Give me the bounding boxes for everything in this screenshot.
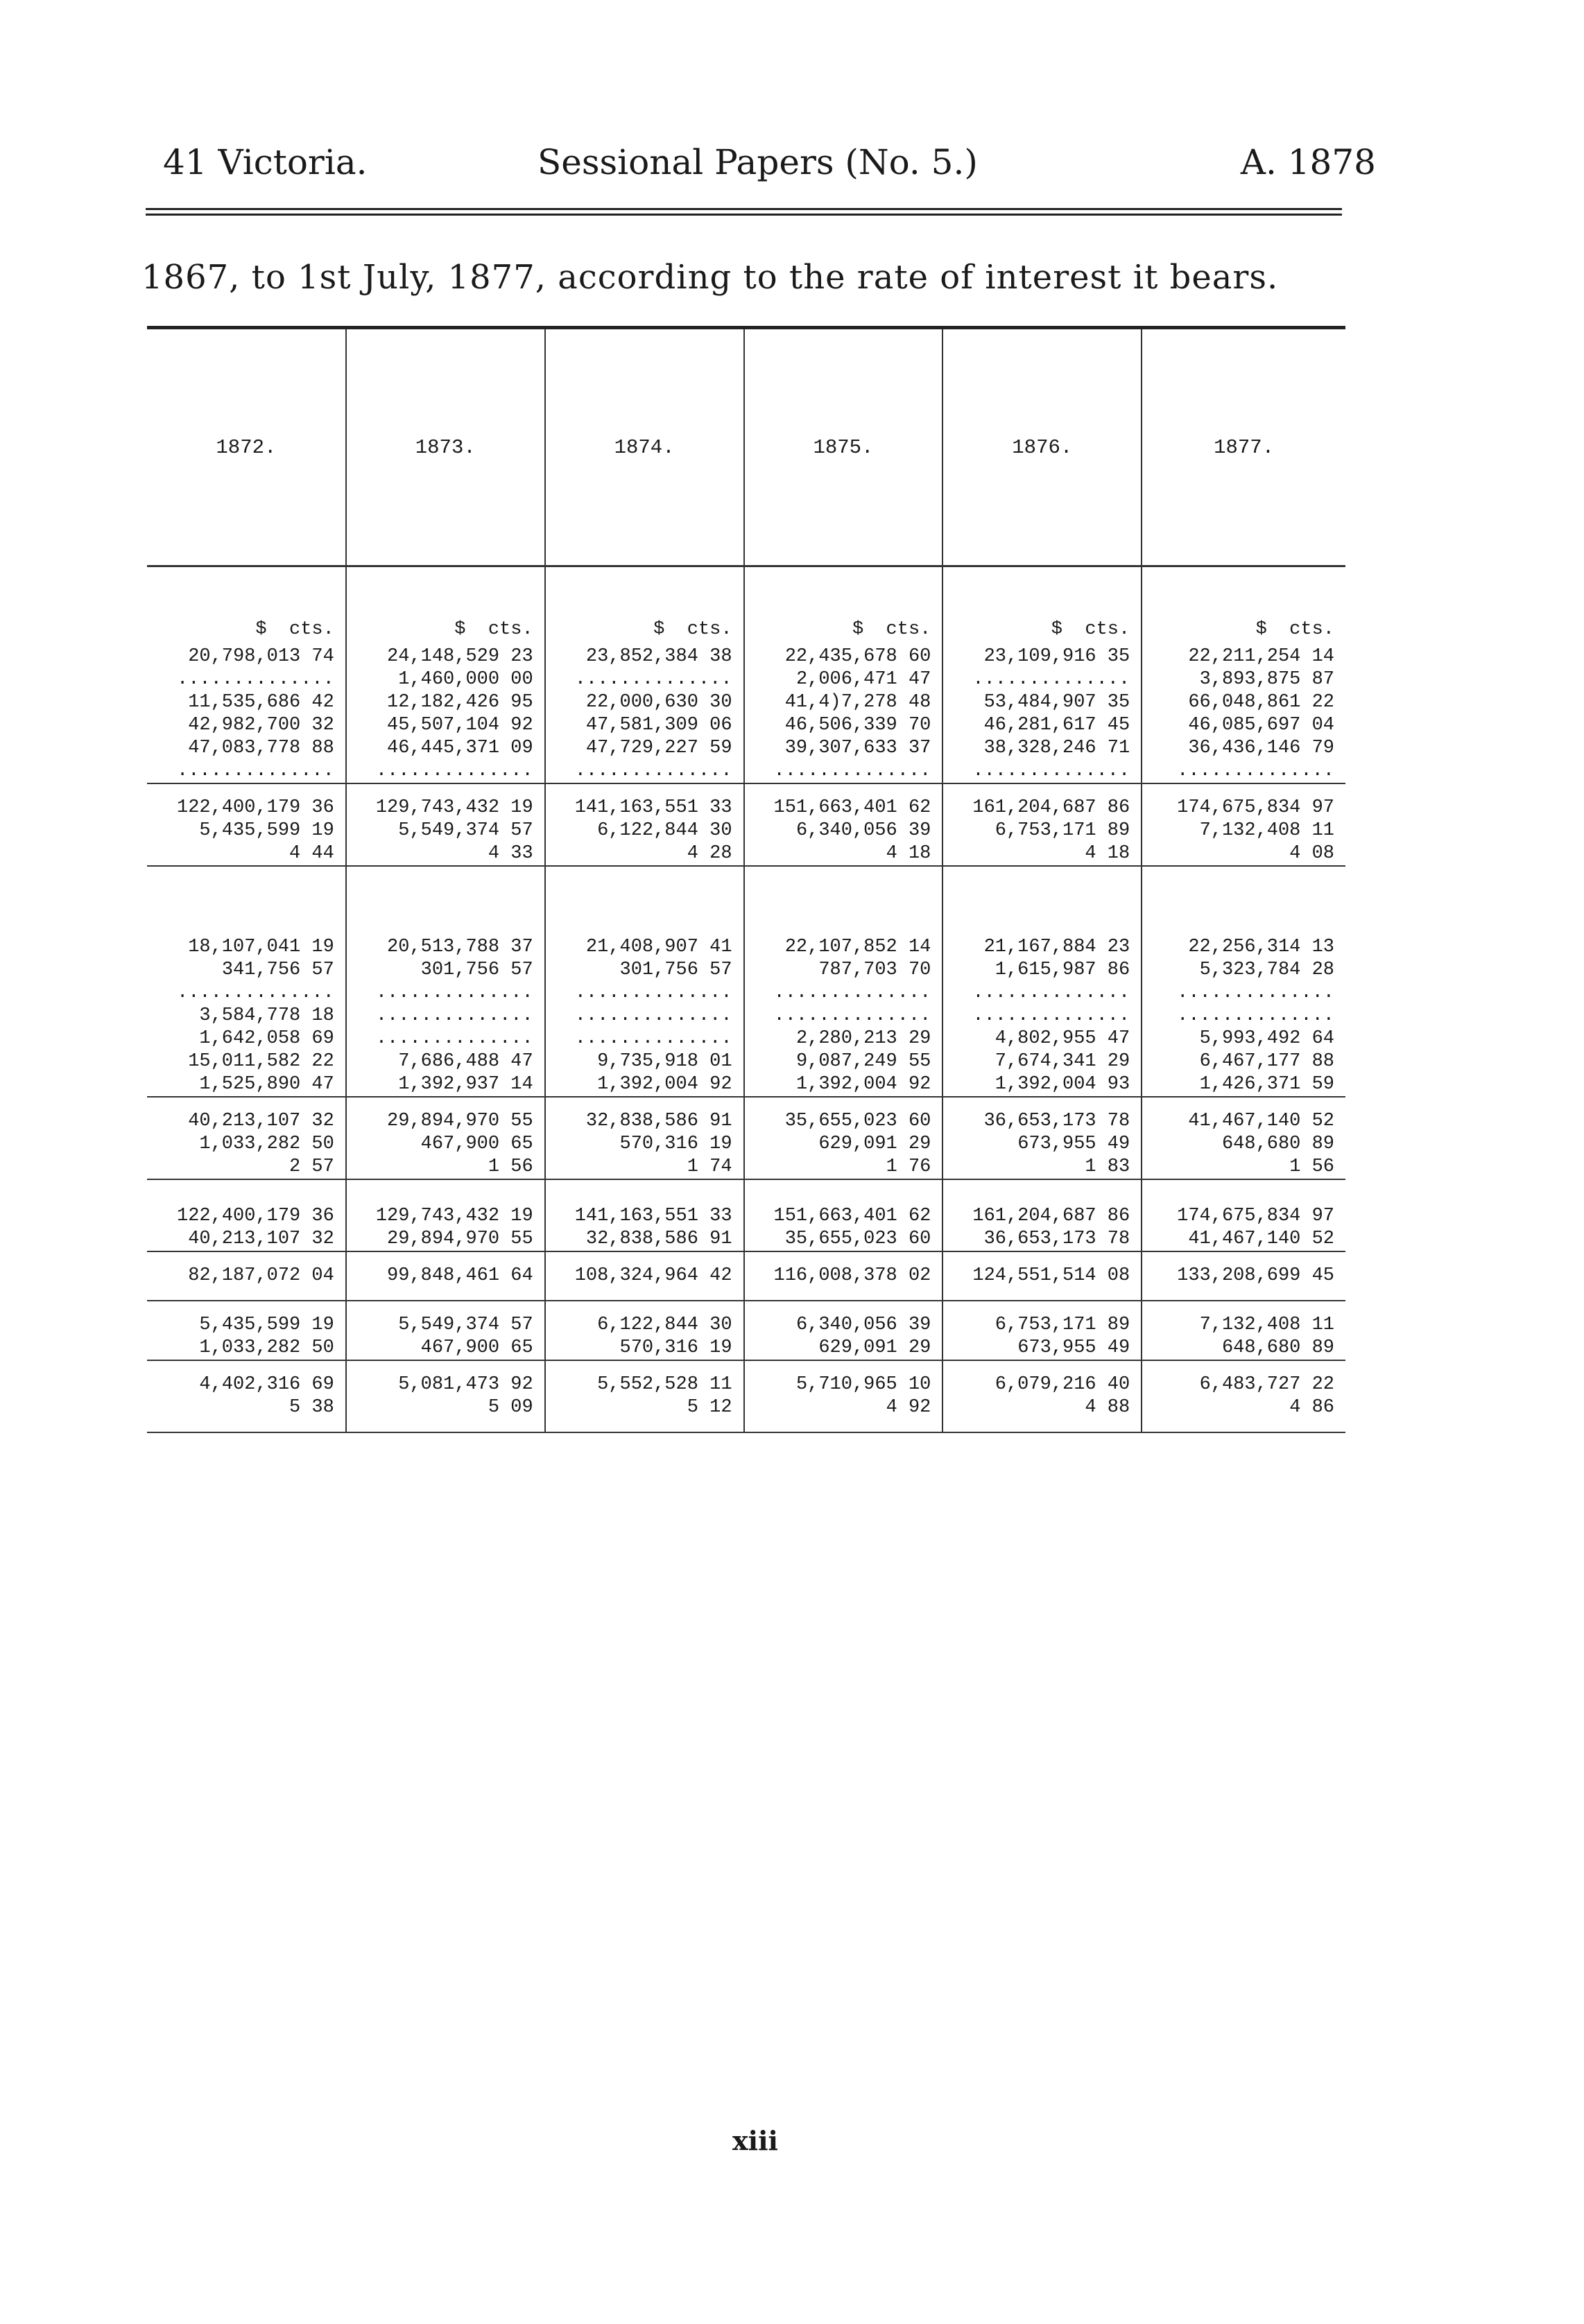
table-row xyxy=(147,737,1345,760)
table-cell xyxy=(942,1251,1142,1265)
table-cell: 673,955 49 xyxy=(942,1337,1142,1360)
table-cell xyxy=(346,1360,545,1373)
table-cell: 47,729,227 59 xyxy=(545,737,744,760)
table-cell: 2,006,471 47 xyxy=(744,668,943,691)
table-cell: 467,900 65 xyxy=(346,1133,545,1156)
table-cell: 1,392,004 92 xyxy=(744,1073,943,1096)
spacer-row xyxy=(147,1179,1345,1193)
table-cell xyxy=(545,783,744,797)
table-subtitle: 1867, to 1st July, 1877, according to the rate of interest it bears. xyxy=(141,258,1279,297)
table-cell: 129,743,432 19 xyxy=(346,1205,545,1228)
table-cell: 5,549,374 57 xyxy=(346,820,545,842)
table-cell: .............. xyxy=(545,982,744,1005)
table-cell: 35,655,023 60 xyxy=(744,1110,943,1133)
table-cell xyxy=(1142,1301,1345,1314)
table-cell: 133,208,699 45 xyxy=(1177,1265,1334,1286)
table-cell: .............. xyxy=(545,1005,744,1027)
table-cell xyxy=(942,1097,1142,1110)
table-cell: 24,148,529 23 xyxy=(346,645,545,668)
table-cell: $ cts. xyxy=(744,566,943,646)
page-number: xiii xyxy=(732,2125,778,2156)
table-cell: 5,323,784 28 xyxy=(1199,960,1334,980)
table-cell: 29,894,970 55 xyxy=(346,1110,545,1133)
table-cell: 161,204,687 86 xyxy=(942,1205,1142,1228)
table-cell xyxy=(346,866,545,936)
table-cell xyxy=(1142,1179,1345,1193)
table-cell xyxy=(147,866,346,936)
table-cell: 570,316 19 xyxy=(545,1337,744,1360)
table-row xyxy=(147,1133,1345,1156)
table-cell xyxy=(346,1301,545,1314)
table-cell: 301,756 57 xyxy=(346,959,545,982)
table-cell xyxy=(1142,1097,1345,1110)
table-cell: $ cts. xyxy=(1255,619,1334,640)
table-cell xyxy=(942,1179,1142,1193)
table-cell: 129,743,432 19 xyxy=(346,797,545,820)
table-cell: 151,663,401 62 xyxy=(744,1205,943,1228)
table-cell: 32,838,586 91 xyxy=(545,1110,744,1133)
table-cell xyxy=(744,1287,943,1300)
table-cell xyxy=(147,1360,346,1373)
table-cell: 46,281,617 45 xyxy=(942,714,1142,737)
table-cell: 5,081,473 92 xyxy=(346,1373,545,1396)
table-cell: 174,675,834 97 xyxy=(1177,1206,1334,1226)
spacer-row xyxy=(147,866,1345,936)
table-cell: 122,400,179 36 xyxy=(147,1205,346,1228)
table-cell: 467,900 65 xyxy=(346,1337,545,1360)
table-cell: 1,392,937 14 xyxy=(346,1073,545,1096)
table-cell: 570,316 19 xyxy=(545,1133,744,1156)
table-cell: 4,802,955 47 xyxy=(942,1027,1142,1050)
table-cell: .............. xyxy=(147,668,346,691)
table-cell: 5,552,528 11 xyxy=(545,1373,744,1396)
table-cell: 1,615,987 86 xyxy=(942,959,1142,982)
table-cell xyxy=(147,1193,346,1205)
table-cell: 21,408,907 41 xyxy=(545,936,744,959)
debt-table-body xyxy=(147,329,1345,1432)
running-head-center: Sessional Papers (No. 5.) xyxy=(537,142,978,182)
table-cell: 6,079,216 40 xyxy=(942,1373,1142,1396)
table-cell xyxy=(942,783,1142,797)
table-row xyxy=(147,959,1345,982)
table-cell xyxy=(1142,1419,1345,1432)
table-row xyxy=(147,797,1345,820)
table-cell xyxy=(942,1360,1142,1373)
table-cell xyxy=(1142,783,1345,797)
table-cell: 1,642,058 69 xyxy=(147,1027,346,1050)
table-cell: .............. xyxy=(942,668,1142,691)
table-row xyxy=(147,1156,1345,1179)
table-cell: 1,426,371 59 xyxy=(1199,1074,1334,1095)
table-cell xyxy=(147,1251,346,1265)
table-cell: 32,838,586 91 xyxy=(545,1228,744,1251)
table-cell: 3,584,778 18 xyxy=(147,1005,346,1027)
table-cell: 5,710,965 10 xyxy=(744,1373,943,1396)
table-cell: 648,680 89 xyxy=(1221,1134,1334,1154)
table-cell xyxy=(346,1097,545,1110)
table-cell: .............. xyxy=(545,668,744,691)
table-row xyxy=(147,1396,1345,1419)
table-cell xyxy=(545,866,744,936)
table-cell: 5,435,599 19 xyxy=(147,820,346,842)
table-cell xyxy=(346,1287,545,1300)
table-cell: .............. xyxy=(1177,982,1334,1003)
table-cell: 40,213,107 32 xyxy=(147,1110,346,1133)
table-cell: 36,653,173 78 xyxy=(942,1110,1142,1133)
table-cell: 39,307,633 37 xyxy=(744,737,943,760)
table-cell xyxy=(147,1097,346,1110)
table-cell: 4 28 xyxy=(545,842,744,865)
table-cell: 4 18 xyxy=(744,842,943,865)
table-cell xyxy=(346,783,545,797)
table-row xyxy=(147,1228,1345,1251)
header-rule-2 xyxy=(146,214,1342,216)
table-row xyxy=(147,1027,1345,1050)
table-cell: 4 92 xyxy=(744,1396,943,1419)
table-cell: 9,087,249 55 xyxy=(744,1050,943,1073)
table-cell: 20,513,788 37 xyxy=(346,936,545,959)
table-cell: 4 86 xyxy=(1289,1397,1334,1418)
table-cell: .............. xyxy=(744,760,943,783)
table-cell: 23,852,384 38 xyxy=(545,645,744,668)
table-cell: 4 88 xyxy=(942,1396,1142,1419)
table-cell: 20,798,013 74 xyxy=(147,645,346,668)
table-cell: $ cts. xyxy=(942,566,1142,646)
table-cell: 22,211,254 14 xyxy=(1188,646,1334,667)
table-cell: 22,256,314 13 xyxy=(1188,937,1334,957)
table-cell: $ cts. xyxy=(545,566,744,646)
table-cell xyxy=(744,1301,943,1314)
table-cell: 648,680 89 xyxy=(1221,1337,1334,1358)
table-row xyxy=(147,820,1345,842)
table-cell: 38,328,246 71 xyxy=(942,737,1142,760)
table-cell xyxy=(545,1193,744,1205)
running-head-right: A. 1878 xyxy=(1240,142,1376,182)
table-cell: 1 83 xyxy=(942,1156,1142,1179)
table-cell xyxy=(942,866,1142,936)
table-cell xyxy=(346,1251,545,1265)
table-cell: 47,581,309 06 xyxy=(545,714,744,737)
spacer-row xyxy=(147,1287,1345,1300)
table-cell: 161,204,687 86 xyxy=(942,797,1142,820)
table-cell: 7,132,408 11 xyxy=(1199,820,1334,841)
table-cell: 151,663,401 62 xyxy=(744,797,943,820)
table-cell: 9,735,918 01 xyxy=(545,1050,744,1073)
table-cell: 141,163,551 33 xyxy=(545,1205,744,1228)
table-cell: 11,535,686 42 xyxy=(147,691,346,714)
table-cell: 35,655,023 60 xyxy=(744,1228,943,1251)
table-cell: 6,122,844 30 xyxy=(545,1314,744,1337)
table-cell: 36,436,146 79 xyxy=(1188,738,1334,758)
table-cell: 1877. xyxy=(1142,329,1345,566)
table-cell: 46,506,339 70 xyxy=(744,714,943,737)
table-cell xyxy=(346,1419,545,1432)
table-cell: 22,107,852 14 xyxy=(744,936,943,959)
table-cell: 46,085,697 04 xyxy=(1188,715,1334,736)
table-cell: 7,686,488 47 xyxy=(346,1050,545,1073)
table-cell: 15,011,582 22 xyxy=(147,1050,346,1073)
table-cell: 2 57 xyxy=(147,1156,346,1179)
table-cell: .............. xyxy=(744,1005,943,1027)
table-cell: 41,4)7,278 48 xyxy=(744,691,943,714)
running-head-left: 41 Victoria. xyxy=(163,142,368,182)
table-cell: 3,893,875 87 xyxy=(1199,669,1334,690)
table-cell xyxy=(147,783,346,797)
table-cell: 1,033,282 50 xyxy=(147,1133,346,1156)
table-cell: 6,340,056 39 xyxy=(744,1314,943,1337)
table-cell: .............. xyxy=(346,982,545,1005)
table-cell xyxy=(942,1287,1142,1300)
table-row xyxy=(147,668,1345,691)
table-cell: 108,324,964 42 xyxy=(545,1265,744,1287)
table-cell xyxy=(545,1287,744,1300)
table-cell: 124,551,514 08 xyxy=(942,1265,1142,1287)
spacer-row xyxy=(147,1360,1345,1373)
table-cell: 5,549,374 57 xyxy=(346,1314,545,1337)
table-cell: 629,091 29 xyxy=(744,1133,943,1156)
table-cell: .............. xyxy=(545,760,744,783)
table-cell xyxy=(744,1097,943,1110)
table-row xyxy=(147,842,1345,865)
header-rule xyxy=(146,208,1342,210)
table-cell: .............. xyxy=(942,760,1142,783)
table-cell xyxy=(545,1419,744,1432)
table-cell: 82,187,072 04 xyxy=(147,1265,346,1287)
table-cell xyxy=(1142,1287,1345,1300)
table-cell xyxy=(545,1251,744,1265)
table-cell xyxy=(744,783,943,797)
table-cell: 22,000,630 30 xyxy=(545,691,744,714)
table-cell: 66,048,861 22 xyxy=(1188,692,1334,713)
table-cell: 47,083,778 88 xyxy=(147,737,346,760)
table-cell: 1,460,000 00 xyxy=(346,668,545,691)
table-cell: $ cts. xyxy=(147,566,346,646)
table-cell: 36,653,173 78 xyxy=(942,1228,1142,1251)
table-cell: 29,894,970 55 xyxy=(346,1228,545,1251)
table-cell: 1875. xyxy=(744,329,943,566)
table-cell: .............. xyxy=(147,760,346,783)
table-row xyxy=(147,1265,1345,1287)
table-cell: 46,445,371 09 xyxy=(346,737,545,760)
table-cell: 41,467,140 52 xyxy=(1188,1229,1334,1249)
table-cell: 1,033,282 50 xyxy=(147,1337,346,1360)
table-cell xyxy=(1142,1193,1345,1205)
table-row xyxy=(147,982,1345,1005)
table-cell xyxy=(942,1419,1142,1432)
table-cell: 5 12 xyxy=(545,1396,744,1419)
table-row xyxy=(147,1337,1345,1360)
table-cell xyxy=(744,1179,943,1193)
table-cell: 53,484,907 35 xyxy=(942,691,1142,714)
table-cell: 116,008,378 02 xyxy=(744,1265,943,1287)
table-row xyxy=(147,1314,1345,1337)
table-row xyxy=(147,1110,1345,1133)
table-cell xyxy=(545,1360,744,1373)
table-cell: 6,483,727 22 xyxy=(1199,1374,1334,1395)
table-cell: 1 74 xyxy=(545,1156,744,1179)
table-cell: 1,392,004 92 xyxy=(545,1073,744,1096)
table-cell xyxy=(545,1301,744,1314)
spacer-row xyxy=(147,1193,1345,1205)
table-cell: 1873. xyxy=(346,329,545,566)
table-cell xyxy=(545,1097,744,1110)
table-row xyxy=(147,1005,1345,1027)
table-cell: .............. xyxy=(942,1005,1142,1027)
table-row xyxy=(147,1205,1345,1228)
table-cell: 1 76 xyxy=(744,1156,943,1179)
table-cell xyxy=(147,1179,346,1193)
table-cell xyxy=(744,1360,943,1373)
table-cell: 6,753,171 89 xyxy=(942,820,1142,842)
spacer-row xyxy=(147,1097,1345,1110)
table-cell: 6,340,056 39 xyxy=(744,820,943,842)
table-cell: 5 38 xyxy=(147,1396,346,1419)
table-cell: 174,675,834 97 xyxy=(1177,797,1334,818)
debt-table-wrap xyxy=(147,326,1345,1433)
table-cell xyxy=(147,1301,346,1314)
table-cell: 4 44 xyxy=(147,842,346,865)
table-cell: .............. xyxy=(1177,1005,1334,1026)
table-cell: 4 18 xyxy=(942,842,1142,865)
table-cell: $ cts. xyxy=(346,566,545,646)
table-row xyxy=(147,1373,1345,1396)
table-cell: 7,132,408 11 xyxy=(1199,1315,1334,1335)
table-row xyxy=(147,714,1345,737)
table-cell xyxy=(744,1251,943,1265)
table-cell: 301,756 57 xyxy=(545,959,744,982)
table-cell: .............. xyxy=(744,982,943,1005)
table-cell xyxy=(1142,1251,1345,1265)
table-cell: 5 09 xyxy=(346,1396,545,1419)
table-cell: 40,213,107 32 xyxy=(147,1228,346,1251)
table-cell: 4,402,316 69 xyxy=(147,1373,346,1396)
table-row xyxy=(147,760,1345,783)
table-cell: 42,982,700 32 xyxy=(147,714,346,737)
table-cell: 1 56 xyxy=(1289,1156,1334,1177)
table-cell xyxy=(942,1193,1142,1205)
spacer-row xyxy=(147,1251,1345,1265)
table-cell: 6,753,171 89 xyxy=(942,1314,1142,1337)
table-row xyxy=(147,1050,1345,1073)
table-cell: 5,993,492 64 xyxy=(1199,1028,1334,1049)
table-cell: 99,848,461 64 xyxy=(346,1265,545,1287)
table-cell: 1876. xyxy=(942,329,1142,566)
table-row xyxy=(147,1073,1345,1096)
table-cell: 7,674,341 29 xyxy=(942,1050,1142,1073)
table-cell xyxy=(744,1419,943,1432)
table-cell: 1,392,004 93 xyxy=(942,1073,1142,1096)
table-cell: 673,955 49 xyxy=(942,1133,1142,1156)
table-cell: 2,280,213 29 xyxy=(744,1027,943,1050)
table-cell xyxy=(147,1287,346,1300)
table-cell: 4 33 xyxy=(346,842,545,865)
table-cell: 341,756 57 xyxy=(147,959,346,982)
debt-table xyxy=(147,329,1345,1433)
table-cell xyxy=(942,1301,1142,1314)
table-cell xyxy=(1142,866,1345,936)
table-cell xyxy=(346,1179,545,1193)
table-cell: .............. xyxy=(942,982,1142,1005)
table-row xyxy=(147,691,1345,714)
table-cell: 4 08 xyxy=(1289,843,1334,864)
table-cell: 22,435,678 60 xyxy=(744,645,943,668)
table-cell: 6,122,844 30 xyxy=(545,820,744,842)
table-cell: 122,400,179 36 xyxy=(147,797,346,820)
table-cell: 18,107,041 19 xyxy=(147,936,346,959)
table-cell: 1874. xyxy=(545,329,744,566)
table-row xyxy=(147,645,1345,668)
units-row xyxy=(147,566,1345,646)
spacer-row xyxy=(147,1419,1345,1432)
table-cell xyxy=(744,1193,943,1205)
table-cell: .............. xyxy=(346,760,545,783)
spacer-row xyxy=(147,1301,1345,1314)
table-cell: 1,525,890 47 xyxy=(147,1073,346,1096)
table-cell: .............. xyxy=(1177,761,1334,781)
table-cell: 12,182,426 95 xyxy=(346,691,545,714)
year-header-row xyxy=(147,329,1345,566)
table-cell: .............. xyxy=(346,1027,545,1050)
table-cell: 141,163,551 33 xyxy=(545,797,744,820)
table-row xyxy=(147,936,1345,959)
table-cell: 45,507,104 92 xyxy=(346,714,545,737)
table-cell xyxy=(147,1419,346,1432)
table-cell xyxy=(545,1179,744,1193)
table-cell: .............. xyxy=(545,1027,744,1050)
spacer-row xyxy=(147,783,1345,797)
table-cell xyxy=(346,1193,545,1205)
table-cell: 1 56 xyxy=(346,1156,545,1179)
table-cell xyxy=(744,866,943,936)
table-cell: 787,703 70 xyxy=(744,959,943,982)
table-cell: 1872. xyxy=(147,329,346,566)
table-cell: 23,109,916 35 xyxy=(942,645,1142,668)
table-cell: 6,467,177 88 xyxy=(1199,1051,1334,1072)
table-cell xyxy=(1142,1360,1345,1373)
running-head xyxy=(163,142,1376,191)
table-cell: .............. xyxy=(147,982,346,1005)
table-cell: 41,467,140 52 xyxy=(1188,1111,1334,1131)
table-cell: 5,435,599 19 xyxy=(147,1314,346,1337)
table-cell: .............. xyxy=(346,1005,545,1027)
table-cell: 629,091 29 xyxy=(744,1337,943,1360)
table-cell: 21,167,884 23 xyxy=(942,936,1142,959)
